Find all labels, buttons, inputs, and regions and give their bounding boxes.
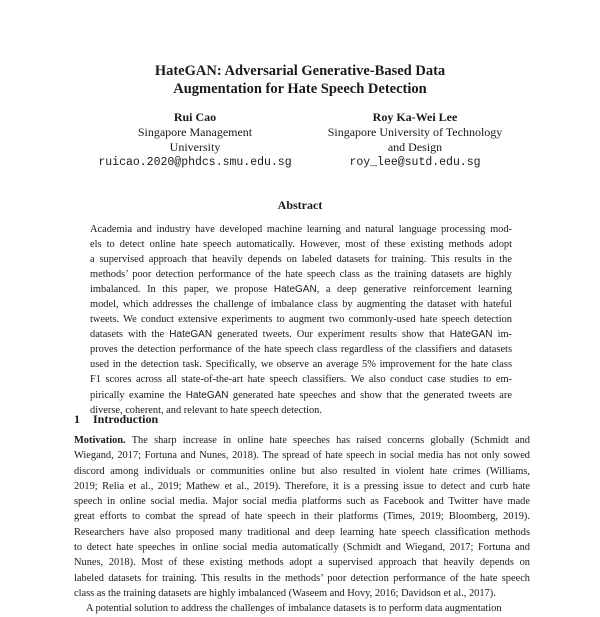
author-affiliation: Singapore University of Technology — [327, 125, 503, 139]
body-line: to detect hate speeches in online social media automatically (Schmidt and Wiegand, 2017; Fortuna and — [74, 542, 530, 554]
paragraph-runin-heading: Motivation. — [74, 435, 126, 446]
author-name: Rui Cao — [173, 110, 217, 124]
abstract-line: els to detect online hate speech automatically. However, most of these existing methods adopt — [90, 239, 512, 251]
body-line: speech in online social media. Major social media platforms such as Facebook and Twitter have made — [74, 496, 530, 508]
body-line: Wiegand, 2017; Fortuna and Nunes, 2018). The spread of hate speech in social media has not only sowed — [74, 450, 530, 462]
abstract-line: model, which addresses the challenge of imbalance class by augmenting the dataset with hateful — [90, 299, 512, 311]
abstract-line: a supervised approach that heavily depends on labeled datasets for training. This results in the — [90, 254, 512, 266]
section-number: 1 — [74, 412, 80, 426]
author-block-1 — [80, 110, 310, 170]
paper-title — [60, 62, 540, 98]
abstract-line: Academia and industry have developed machine learning and natural language processing mod- — [90, 224, 512, 235]
body-line: A potential solution to address the challenges of imbalance datasets is to perform data augmentation — [86, 603, 502, 615]
introduction-body — [74, 433, 530, 617]
body-line: Nunes, 2018). Most of these existing methods adopt a supervised approach that heavily depends on — [74, 557, 530, 569]
model-name: HateGAN — [169, 329, 213, 341]
abstract-line: pirically examine the HateGAN generated hate speeches and show that the generated tweets are — [90, 389, 512, 401]
body-line: Researchers have also proposed many traditional and deep learning hate speech classification methods — [74, 526, 530, 538]
abstract-line: methods’ poor detection performance of the hate speech class as the training datasets are highly — [90, 269, 512, 281]
abstract-line: proves the detection performance of the hate speech class regardless of the classifiers and datasets — [90, 344, 512, 356]
body-line: class as the training datasets are highly imbalanced (Waseem and Hovy, 2016; Davidson et al., 2017). — [74, 587, 496, 599]
title-line-1: HateGAN: Adversarial Generative-Based Data — [154, 63, 446, 79]
model-name: HateGAN — [449, 329, 493, 341]
body-line: 2019; Relia et al., 2019; Mathew et al., 2019). Therefore, it is a pressing issue to detect and curb hate — [74, 480, 530, 492]
body-line: labeled datasets for training. This results in the methods’ poor detection performance of the hate speech — [74, 572, 530, 584]
author-affiliation: Singapore Management — [137, 125, 253, 139]
abstract-body — [90, 222, 512, 418]
abstract-line: F1 scores across all state-of-the-art hate speech classifiers. We also conduct case studies to em- — [90, 374, 512, 386]
author-block-2 — [300, 110, 530, 170]
abstract-line: imbalanced. In this paper, we propose HateGAN, a deep generative reinforcement learning — [90, 284, 512, 296]
abstract-line: tweets. We conduct extensive experiments to augment two commonly-used hate speech detection — [90, 314, 512, 326]
body-line: discord among individuals or communities online but also resulted in violent hate crimes (Williams, — [74, 465, 530, 477]
body-line: great efforts to combat the spread of hate speech in their platforms (Times, 2019; Bloomberg, 2019). — [74, 511, 530, 523]
model-name: HateGAN — [185, 389, 229, 401]
model-name: HateGAN — [273, 284, 317, 296]
abstract-line: datasets with the HateGAN generated tweets. Our experiment results show that HateGAN im- — [90, 329, 512, 341]
abstract-heading: Abstract — [277, 198, 323, 212]
title-line-2: Augmentation for Hate Speech Detection — [173, 81, 427, 97]
author-email: ruicao.2020@phdcs.smu.edu.sg — [98, 156, 292, 169]
author-affiliation: University — [169, 140, 221, 154]
body-line: Motivation. The sharp increase in online hate speeches has raised concerns globally (Schmidt and — [74, 435, 530, 446]
author-affiliation: and Design — [387, 140, 443, 154]
section-title: Introduction — [93, 412, 159, 426]
section-heading — [74, 412, 158, 427]
abstract-line: diverse, coherent, and relevant to hate speech detection. — [90, 404, 322, 416]
author-email: roy_lee@sutd.edu.sg — [349, 156, 481, 169]
author-name: Roy Ka-Wei Lee — [372, 110, 458, 124]
abstract-line: used in the detection task. Specifically, we observe an average 5% improvement for the hate class — [90, 359, 512, 371]
